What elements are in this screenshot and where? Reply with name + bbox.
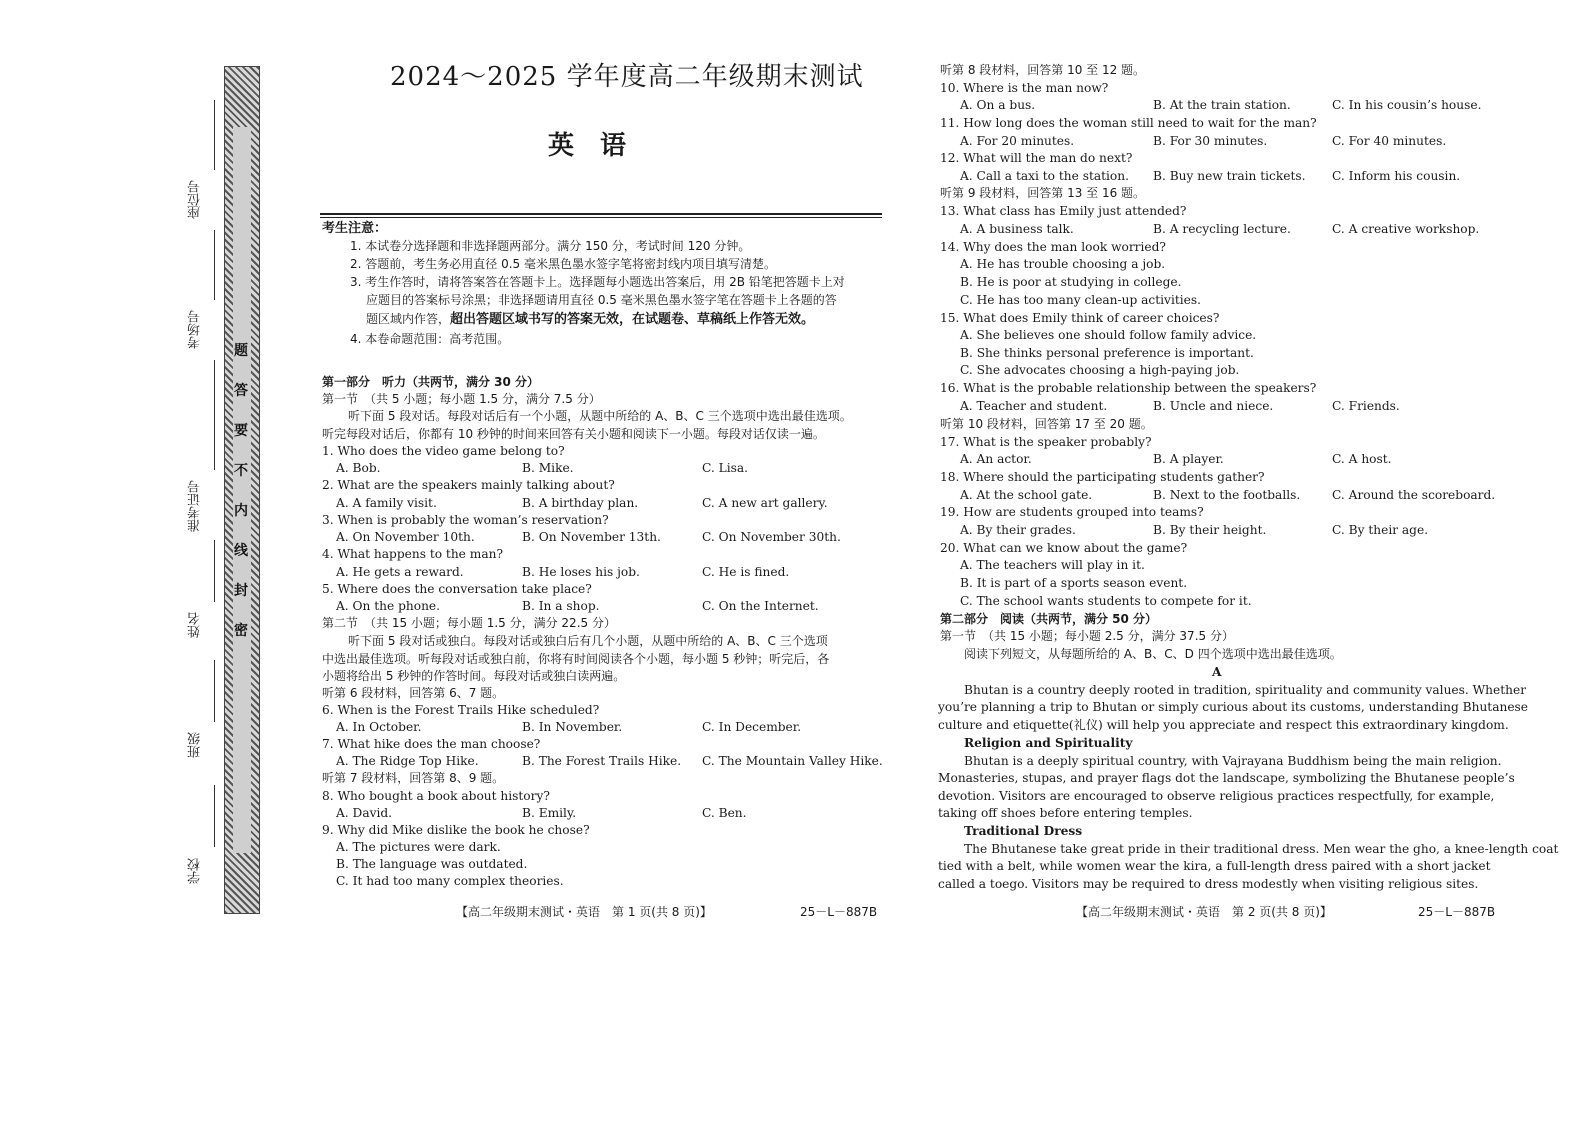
exam-room-label: 考场号 <box>188 310 203 349</box>
option: B. Uncle and niece. <box>1153 399 1274 413</box>
part2-heading: 第二部分 阅读（共两节，满分 50 分） <box>940 612 1158 626</box>
passage-line: Bhutan is a deeply spiritual country, with Vajrayana Buddhism being the main religion. <box>964 754 1502 768</box>
option: A. On November 10th. <box>336 530 475 544</box>
option: B. She thinks personal preference is important. <box>960 346 1254 360</box>
material-heading: 听第 9 段材料，回答第 13 至 16 题。 <box>940 186 1146 200</box>
option: A. In October. <box>336 720 422 734</box>
option: A. The teachers will play in it. <box>960 558 1145 572</box>
option: C. Around the scoreboard. <box>1332 488 1496 502</box>
section-heading: 第一节 （共 15 小题；每小题 2.5 分，满分 37.5 分） <box>940 629 1234 643</box>
passage-line: tied with a belt, while women wear the kira, a full-length dress paired with a short jacket <box>938 859 1491 873</box>
option: C. A new art gallery. <box>702 496 828 510</box>
section-heading: 第一节 （共 5 小题；每小题 1.5 分，满分 7.5 分） <box>322 392 601 406</box>
question-stem: 3. When is probably the woman’s reservation? <box>322 513 609 527</box>
question-stem: 9. Why did Mike dislike the book he chose? <box>322 823 590 837</box>
option: C. The school wants students to compete for it. <box>960 594 1252 608</box>
page-footer: 【高二年级期末测试・英语 第 1 页(共 8 页)】 <box>456 905 712 919</box>
option: A. An actor. <box>960 452 1032 466</box>
seal-char: 要 <box>234 423 248 439</box>
seal-char: 密 <box>234 623 248 639</box>
option: C. On the Internet. <box>702 599 819 613</box>
option: C. Inform his cousin. <box>1332 169 1461 183</box>
question-stem: 17. What is the speaker probably? <box>940 435 1152 449</box>
option: C. He has too many clean-up activities. <box>960 293 1201 307</box>
option: B. A birthday plan. <box>522 496 639 510</box>
option: A. On a bus. <box>960 98 1036 112</box>
notice-item: 题区域内作答，超出答题区域书写的答案无效，在试题卷、草稿纸上作答无效。 <box>366 312 815 327</box>
instruction: 小题将给出 5 秒钟的作答时间。每段对话或独白读两遍。 <box>322 669 626 683</box>
passage-subheading: Traditional Dress <box>964 824 1083 838</box>
question-stem: 15. What does Emily think of career choices? <box>940 311 1220 325</box>
option: C. He is fined. <box>702 565 790 579</box>
option: A. The Ridge Top Hike. <box>336 754 479 768</box>
page-footer: 【高二年级期末测试・英语 第 2 页(共 8 页)】 <box>1076 905 1332 919</box>
option: B. On November 13th. <box>522 530 661 544</box>
instruction: 听下面 5 段对话。每段对话后有一个小题，从题中所给的 A、B、C 三个选项中选出最佳选项。 <box>348 409 852 423</box>
fill-line <box>214 360 215 470</box>
question-stem: 13. What class has Emily just attended? <box>940 204 1187 218</box>
option: B. It is part of a sports season event. <box>960 576 1188 590</box>
option: B. A recycling lecture. <box>1153 222 1291 236</box>
option: A. David. <box>336 806 393 820</box>
material-heading: 听第 7 段材料，回答第 8、9 题。 <box>322 771 505 785</box>
notice-heading: 考生注意： <box>322 221 388 236</box>
instruction: 中选出最佳选项。听每段对话或独白前，你将有时间阅读各个小题，每小题 5 秒钟；听完后，各 <box>322 652 830 666</box>
option: A. The pictures were dark. <box>336 840 501 854</box>
passage-line: called a toego. Visitors may be required to dress modestly when visiting religious sites. <box>938 877 1479 891</box>
seal-char: 内 <box>234 503 248 519</box>
option: B. Emily. <box>522 806 577 820</box>
option: C. In his cousin’s house. <box>1332 98 1482 112</box>
passage-line: you’re planning a trip to Bhutan or simply curious about its customs, understanding Bhutanese <box>938 700 1529 714</box>
instruction: 阅读下列短文，从每题所给的 A、B、C、D 四个选项中选出最佳选项。 <box>964 647 1342 661</box>
passage-label: A <box>1212 665 1222 679</box>
question-stem: 12. What will the man do next? <box>940 151 1133 165</box>
question-stem: 14. Why does the man look worried? <box>940 240 1166 254</box>
question-stem: 4. What happens to the man? <box>322 547 503 561</box>
seal-char: 不 <box>234 463 248 479</box>
passage-line: Bhutan is a country deeply rooted in tradition, spirituality and community values. Whether <box>964 683 1527 697</box>
divider <box>320 217 882 218</box>
notice-item: 2. 答题前，考生务必用直径 0.5 毫米黑色墨水签字笔将密封线内项目填写清楚。 <box>350 257 776 271</box>
notice-item: 1. 本试卷分选择题和非选择题两部分。满分 150 分，考试时间 120 分钟。 <box>350 239 751 253</box>
option: C. On November 30th. <box>702 530 841 544</box>
material-heading: 听第 10 段材料，回答第 17 至 20 题。 <box>940 417 1153 431</box>
option: A. He gets a reward. <box>336 565 464 579</box>
question-stem: 8. Who bought a book about history? <box>322 789 550 803</box>
notice-bold: 超出答题区域书写的答案无效，在试题卷、草稿纸上作答无效。 <box>450 312 815 327</box>
passage-subheading: Religion and Spirituality <box>964 736 1133 750</box>
option: B. He is poor at studying in college. <box>960 275 1182 289</box>
question-stem: 10. Where is the man now? <box>940 81 1109 95</box>
option: C. Friends. <box>1332 399 1400 413</box>
option: C. A host. <box>1332 452 1392 466</box>
seat-number-label: 座位号 <box>188 180 203 219</box>
question-stem: 7. What hike does the man choose? <box>322 737 541 751</box>
option: C. In December. <box>702 720 802 734</box>
option: B. At the train station. <box>1153 98 1291 112</box>
admission-number-label: 准考证号 <box>188 480 203 532</box>
section-heading: 第二节 （共 15 小题；每小题 1.5 分，满分 22.5 分） <box>322 616 616 630</box>
divider <box>320 213 882 215</box>
seal-char: 题 <box>234 343 248 359</box>
option: A. By their grades. <box>960 523 1076 537</box>
option: B. Next to the footballs. <box>1153 488 1301 502</box>
part1-heading: 第一部分 听力（共两节，满分 30 分） <box>322 375 540 389</box>
option: A. He has trouble choosing a job. <box>960 257 1166 271</box>
passage-line: taking off shoes before entering temples. <box>938 806 1193 820</box>
option: C. Ben. <box>702 806 747 820</box>
option: C. By their age. <box>1332 523 1429 537</box>
fill-line <box>214 660 215 722</box>
fill-line <box>214 100 215 170</box>
material-heading: 听第 6 段材料，回答第 6、7 题。 <box>322 686 505 700</box>
option: C. Lisa. <box>702 461 749 475</box>
question-stem: 18. Where should the participating students gather? <box>940 470 1265 484</box>
option: C. The Mountain Valley Hike. <box>702 754 883 768</box>
question-stem: 1. Who does the video game belong to? <box>322 444 565 458</box>
name-label: 姓名 <box>188 612 203 638</box>
option: B. The language was outdated. <box>336 857 528 871</box>
question-stem: 2. What are the speakers mainly talking about? <box>322 478 615 492</box>
option: B. He loses his job. <box>522 565 640 579</box>
option: A. Call a taxi to the station. <box>960 169 1129 183</box>
passage-line: The Bhutanese take great pride in their traditional dress. Men wear the gho, a knee-length coat <box>964 842 1559 856</box>
fill-line <box>214 540 215 602</box>
seal-char: 线 <box>234 543 248 559</box>
option: A. Teacher and student. <box>960 399 1108 413</box>
option: B. For 30 minutes. <box>1153 134 1268 148</box>
question-stem: 16. What is the probable relationship between the speakers? <box>940 381 1317 395</box>
question-stem: 20. What can we know about the game? <box>940 541 1188 555</box>
exam-title: 2024～2025 学年度高二年级期末测试 <box>390 62 864 92</box>
option: A. On the phone. <box>336 599 441 613</box>
option: B. A player. <box>1153 452 1224 466</box>
option: A. A business talk. <box>960 222 1074 236</box>
option: A. A family visit. <box>336 496 437 510</box>
option: A. At the school gate. <box>960 488 1093 502</box>
option: B. By their height. <box>1153 523 1267 537</box>
passage-line: devotion. Visitors are encouraged to observe religious practices respectfully, for example, <box>938 789 1495 803</box>
fill-line <box>214 230 215 300</box>
question-stem: 6. When is the Forest Trails Hike scheduled? <box>322 703 600 717</box>
instruction: 听完每段对话后，你都有 10 秒钟的时间来回答有关小题和阅读下一小题。每段对话仅读一遍。 <box>322 427 825 441</box>
option: C. She advocates choosing a high-paying job. <box>960 363 1240 377</box>
notice-item: 应题目的答案标号涂黑；非选择题请用直径 0.5 毫米黑色墨水签字笔在答题卡上各题的答 <box>366 293 837 307</box>
fill-line <box>214 785 215 847</box>
option: C. For 40 minutes. <box>1332 134 1447 148</box>
passage-line: culture and etiquette(礼仪) will help you appreciate and respect this extraordinary kingdom. <box>938 718 1509 732</box>
notice-item: 3. 考生作答时，请将答案答在答题卡上。选择题每小题选出答案后，用 2B 铅笔把答题卡上对 <box>350 275 845 289</box>
option: B. In a shop. <box>522 599 600 613</box>
notice-item: 4. 本卷命题范围：高考范围。 <box>350 332 510 346</box>
option: C. It had too many complex theories. <box>336 874 564 888</box>
option: B. The Forest Trails Hike. <box>522 754 682 768</box>
option: A. She believes one should follow family advice. <box>960 328 1257 342</box>
school-label: 学校 <box>188 858 203 884</box>
option: A. Bob. <box>336 461 381 475</box>
question-stem: 11. How long does the woman still need to wait for the man? <box>940 116 1317 130</box>
material-heading: 听第 8 段材料，回答第 10 至 12 题。 <box>940 63 1146 77</box>
option: C. A creative workshop. <box>1332 222 1480 236</box>
subject-title: 英语 <box>548 131 653 161</box>
page-code: 25－L－887B <box>1418 905 1496 919</box>
seal-char: 答 <box>234 383 248 399</box>
passage-line: Monasteries, stupas, and prayer flags dot the landscape, symbolizing the Bhutanese people’s <box>938 771 1515 785</box>
question-stem: 5. Where does the conversation take place? <box>322 582 592 596</box>
binding-strip <box>224 66 260 914</box>
option: B. Mike. <box>522 461 574 475</box>
option: B. In November. <box>522 720 623 734</box>
option: B. Buy new train tickets. <box>1153 169 1306 183</box>
class-label: 班级 <box>188 732 203 758</box>
seal-char: 封 <box>234 583 248 599</box>
option: A. For 20 minutes. <box>960 134 1075 148</box>
question-stem: 19. How are students grouped into teams? <box>940 505 1204 519</box>
instruction: 听下面 5 段对话或独白。每段对话或独白后有几个小题，从题中所给的 A、B、C 三个选项 <box>348 634 828 648</box>
page-code: 25－L－887B <box>800 905 878 919</box>
